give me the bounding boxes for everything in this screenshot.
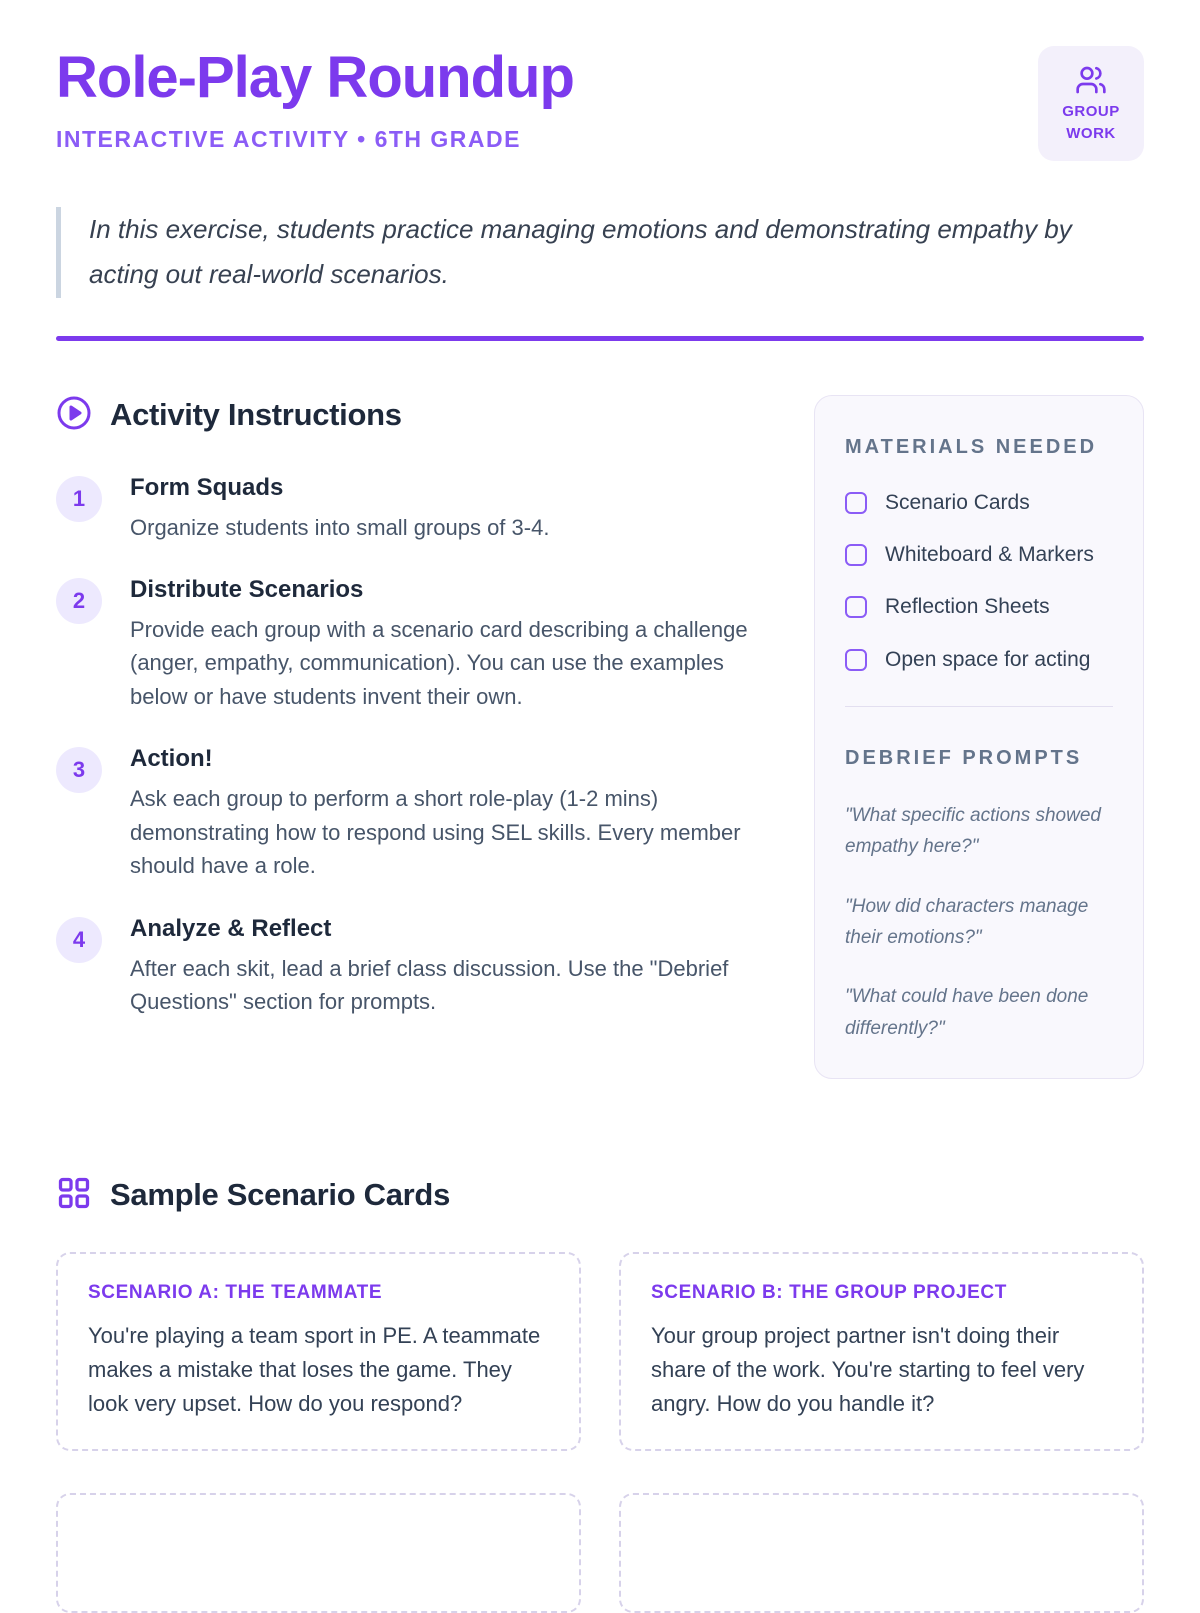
- checkbox-icon[interactable]: [845, 544, 867, 566]
- checkbox-icon[interactable]: [845, 596, 867, 618]
- users-icon: [1075, 83, 1107, 100]
- step-body: Organize students into small groups of 3-4.: [130, 514, 550, 540]
- badge-label-line2: WORK: [1066, 124, 1116, 142]
- instruction-step: [56, 576, 774, 713]
- debrief-prompt: "What specific actions showed empathy here?": [845, 804, 1101, 858]
- step-content: [130, 474, 549, 544]
- step-body: Ask each group to perform a short role-play (1-2 mins) demonstrating how to respond using SEL skills. Every member should have a role.: [130, 786, 741, 879]
- debrief-prompt: "How did characters manage their emotions?": [845, 895, 1089, 948]
- material-item: [845, 541, 1113, 569]
- scenario-card-label: SCENARIO A: THE TEAMMATE: [88, 1281, 383, 1303]
- step-title: Analyze & Reflect: [130, 914, 332, 942]
- scenarios-heading: [56, 1175, 1144, 1216]
- main-content: [56, 395, 1144, 1079]
- step-content: [130, 915, 770, 1019]
- badge-label-line1: GROUP: [1062, 103, 1120, 120]
- debrief-heading: DEBRIEF PROMPTS: [845, 746, 1083, 769]
- intro-text: In this exercise, students practice managing emotions and demonstrating empathy by acting out real-world scenarios.: [89, 213, 1072, 289]
- materials-heading: MATERIALS NEEDED: [845, 435, 1098, 458]
- material-item: [845, 489, 1113, 517]
- scenarios-title: Sample Scenario Cards: [110, 1177, 451, 1213]
- scenario-cards-row: [56, 1252, 1144, 1451]
- material-label: Open space for acting: [885, 647, 1091, 671]
- step-title: Form Squads: [130, 473, 284, 501]
- checkbox-icon[interactable]: [845, 649, 867, 671]
- material-label: Reflection Sheets: [885, 595, 1050, 619]
- checkbox-icon[interactable]: [845, 492, 867, 514]
- step-body: After each skit, lead a brief class discussion. Use the "Debrief Questions" section for prompts.: [130, 955, 729, 1014]
- scenario-card-body: You're playing a team sport in PE. A teammate makes a mistake that loses the game. They look very upset. How do you respond?: [88, 1322, 541, 1417]
- material-label: Scenario Cards: [885, 490, 1030, 514]
- instructions-title: Activity Instructions: [110, 397, 402, 432]
- scenario-card: [619, 1252, 1144, 1451]
- instruction-step: [56, 474, 774, 544]
- scenario-card: [56, 1252, 581, 1451]
- step-number: 3: [56, 747, 102, 793]
- materials-sidebar: [814, 395, 1144, 1079]
- header-titles: [56, 46, 574, 153]
- accent-divider: [56, 336, 1144, 341]
- grid-icon: [56, 1175, 92, 1216]
- page-title: Role-Play Roundup: [56, 45, 574, 110]
- header: [56, 46, 1144, 161]
- step-number: 4: [56, 917, 102, 963]
- scenario-card-partial: [56, 1493, 581, 1613]
- instruction-step: [56, 915, 774, 1019]
- material-item: [845, 646, 1113, 674]
- instruction-step: [56, 745, 774, 882]
- material-item: [845, 593, 1113, 621]
- scenario-card-partial: [619, 1493, 1144, 1613]
- group-work-badge: [1038, 46, 1144, 161]
- debrief-prompt: "What could have been done differently?": [845, 986, 1089, 1039]
- step-title: Action!: [130, 745, 213, 773]
- step-content: [130, 745, 770, 882]
- material-label: Whiteboard & Markers: [885, 542, 1094, 566]
- instructions-column: [56, 395, 774, 1051]
- intro-quote: [56, 207, 1144, 298]
- circle-play-icon: [56, 395, 92, 436]
- step-body: Provide each group with a scenario card describing a challenge (anger, empathy, communication). You can use the examples below or have students invent their own.: [130, 616, 748, 709]
- instructions-heading: [56, 395, 774, 436]
- step-number: 1: [56, 476, 102, 522]
- step-title: Distribute Scenarios: [130, 575, 364, 603]
- scenario-section: [56, 1175, 1144, 1613]
- sidebar-divider: [845, 706, 1113, 707]
- page-subtitle: INTERACTIVE ACTIVITY • 6TH GRADE: [56, 125, 521, 152]
- step-content: [130, 576, 770, 713]
- step-number: 2: [56, 578, 102, 624]
- scenario-cards-row-partial: [56, 1493, 1144, 1613]
- steps-list: [56, 474, 774, 1019]
- scenario-card-body: Your group project partner isn't doing their share of the work. You're starting to feel very angry. How do you handle it?: [651, 1322, 1085, 1417]
- scenario-card-label: SCENARIO B: THE GROUP PROJECT: [651, 1281, 1007, 1303]
